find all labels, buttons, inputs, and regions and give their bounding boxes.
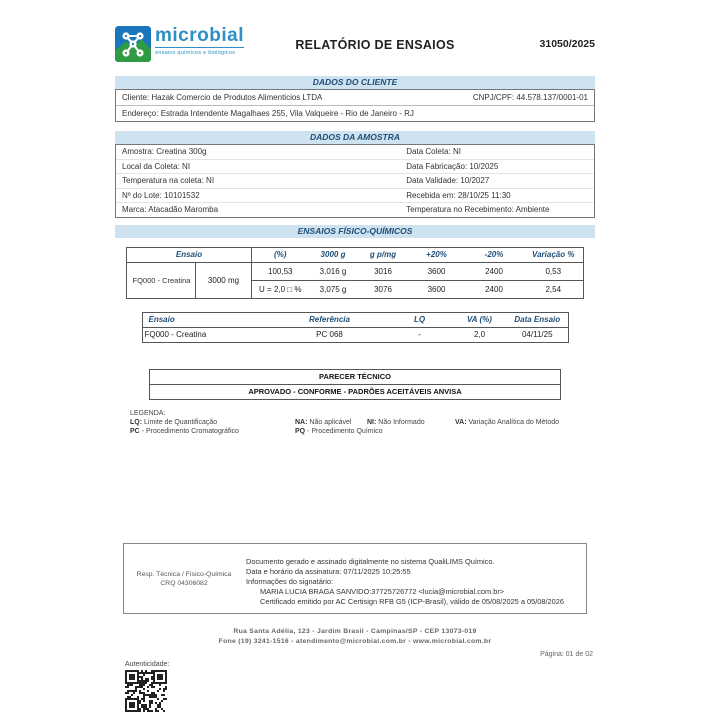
fq-cell: 3016 <box>357 262 409 280</box>
fq-cell: 100,53 <box>251 262 309 280</box>
section-header-ensaios-fq: ENSAIOS FÍSICO-QUÍMICOS <box>115 225 595 238</box>
legend-item-lq: LQ: Limite de Quantificação <box>130 418 218 426</box>
sample-field: Recebida em: 28/10/25 11:30 <box>406 190 511 200</box>
report-header <box>115 26 595 68</box>
legend-item-pc: PC - Procedimento Cromatográfico <box>130 428 239 435</box>
legend-item-pq: PQ - Procedimento Químico <box>295 428 383 435</box>
sample-row <box>116 188 594 203</box>
parecer-title: PARECER TÉCNICO <box>150 370 560 385</box>
logo-text-block <box>155 26 244 62</box>
ref-header-ensaio: Ensaio <box>142 312 272 327</box>
sample-field: Temperatura na coleta: NI <box>122 176 215 185</box>
logo-tagline: ensaios químicos e biológicos <box>155 50 236 56</box>
client-address-row <box>116 105 594 121</box>
legend-grid <box>130 419 595 436</box>
fq-header-minus20: -20% <box>464 247 524 262</box>
responsible-crq: CRQ 04306082 <box>160 579 208 587</box>
fq-cell: 2,54 <box>545 284 562 294</box>
ref-header-data: Data Ensaio <box>507 312 568 327</box>
parecer-result: APROVADO - CONFORME - PADRÕES ACEITÁVEIS ANVISA <box>248 387 462 396</box>
ref-cell: FQ000 - Creatina <box>144 330 207 339</box>
sample-field: Amostra: Creatina 300g <box>122 147 207 156</box>
responsible-technician <box>124 544 244 613</box>
fq-header-plus20: +20% <box>409 247 464 262</box>
fq-header-variacao: Variação % <box>524 247 583 262</box>
ref-header-referencia: Referência <box>272 312 387 327</box>
client-name: Cliente: Hazak Comercio de Produtos Alimenticios LTDA <box>122 92 323 102</box>
sample-row <box>116 173 594 188</box>
signature-line: Certificado emitido por AC Certisign RFB G5 (ICP-Brasil), válido de 05/08/2025 a 05/08/2026 <box>260 597 564 606</box>
fq-cell: 0,53 <box>524 262 583 280</box>
signature-line: Documento gerado e assinado digitalmente no sistema QualiLIMS Químico. <box>246 557 495 566</box>
signature-line: Data e horário da assinatura: 07/11/2025 10:25:55 <box>246 567 411 576</box>
sample-field: Data Fabricação: 10/2025 <box>406 161 499 171</box>
fq-header-3000g: 3000 g <box>309 247 357 262</box>
parecer-box <box>149 369 561 400</box>
ref-cell: 04/11/25 <box>521 330 553 339</box>
qr-code <box>125 670 167 712</box>
sample-field: Nº do Lote: 10101532 <box>122 190 200 200</box>
footer-contact: Fone (19) 3241-1516 - atendimento@microbial.com.br - www.microbial.com.br <box>218 638 492 645</box>
report-title: RELATÓRIO DE ENSAIOS <box>295 38 455 52</box>
sample-info-box <box>115 144 595 218</box>
sample-row <box>116 202 594 217</box>
reference-table-header-row <box>142 312 568 327</box>
footer <box>115 627 595 647</box>
ref-header-lq: LQ <box>387 312 452 327</box>
report-number: 31050/2025 <box>539 38 595 50</box>
sample-field: Temperatura no Recebimento: Ambiente <box>406 205 550 214</box>
signature-box <box>123 543 587 614</box>
sample-row <box>116 159 594 174</box>
page-number: Página: 01 de 02 <box>540 651 593 658</box>
fq-results-table <box>126 247 583 299</box>
fq-cell: 2400 <box>485 284 503 294</box>
responsible-title: Resp. Técnica / Físico-Química <box>136 570 232 578</box>
reference-table-row <box>142 327 568 342</box>
legend-item-na: NA: Não aplicável <box>295 418 352 426</box>
ref-header-va: VA (%) <box>452 312 507 327</box>
ref-cell: - <box>418 330 421 339</box>
sample-field: Data Validade: 10/2027 <box>406 176 490 185</box>
client-address: Endereço: Estrada Intendente Magalhaes 255, Vila Valqueire - Rio de Janeiro - RJ <box>122 108 414 118</box>
authenticity-label: Autenticidade: <box>125 661 170 668</box>
section-header-dados-cliente: DADOS DO CLIENTE <box>115 76 595 89</box>
logo-wordmark: microbial <box>155 25 244 46</box>
footer-address: Rua Santa Adélia, 123 - Jardim Brasil - Campinas/SP - CEP 13073-019 <box>233 628 477 635</box>
legend-item-ni: NI: Não Informado <box>367 418 425 426</box>
legend <box>115 410 595 436</box>
fq-cell: 3600 <box>427 284 446 294</box>
sample-field: Local da Coleta: NI <box>122 161 191 171</box>
fq-table-header-row <box>127 247 583 262</box>
sample-field: Marca: Atacadão Maromba <box>122 205 219 214</box>
ref-cell: 2,0 <box>473 330 486 339</box>
legend-item-va: VA: Variação Analítica do Método <box>455 418 560 426</box>
fq-cell: 2400 <box>464 262 524 280</box>
signature-line: MARIA LUCIA BRAGA SANVIDO:37725726772 <lucia@microbial.com.br> <box>260 587 505 596</box>
section-header-dados-amostra: DADOS DA AMOSTRA <box>115 131 595 144</box>
fq-header-pct: (%) <box>251 247 309 262</box>
fq-cell: 3,075 g <box>319 284 347 294</box>
client-cnpj: CNPJ/CPF: 44.578.137/0001-01 <box>472 92 588 102</box>
fq-cell: 3,016 g <box>309 262 357 280</box>
ref-cell: PC 068 <box>316 330 343 339</box>
signature-details <box>244 544 586 613</box>
fq-ensaio-name: FQ000 - Creatina <box>127 262 196 298</box>
fq-header-ensaio: Ensaio <box>127 247 251 262</box>
microbial-logo-icon <box>115 26 151 62</box>
fq-cell: 3076 <box>374 284 392 294</box>
legend-title: LEGENDA: <box>130 409 166 417</box>
fq-dose: 3000 mg <box>196 262 251 298</box>
company-logo <box>115 26 265 62</box>
sample-row <box>116 145 594 159</box>
fq-table-row <box>127 262 583 280</box>
client-row <box>116 90 594 105</box>
fq-cell: U = 2,0 □ % <box>259 284 302 294</box>
reference-table <box>142 312 569 343</box>
sample-field: Data Coleta: NI <box>406 147 461 156</box>
client-info-box <box>115 89 595 122</box>
report-page <box>115 0 595 712</box>
fq-header-gpmg: g p/mg <box>357 247 409 262</box>
signature-line: Informações do signatário: <box>246 577 334 586</box>
fq-cell: 3600 <box>409 262 464 280</box>
